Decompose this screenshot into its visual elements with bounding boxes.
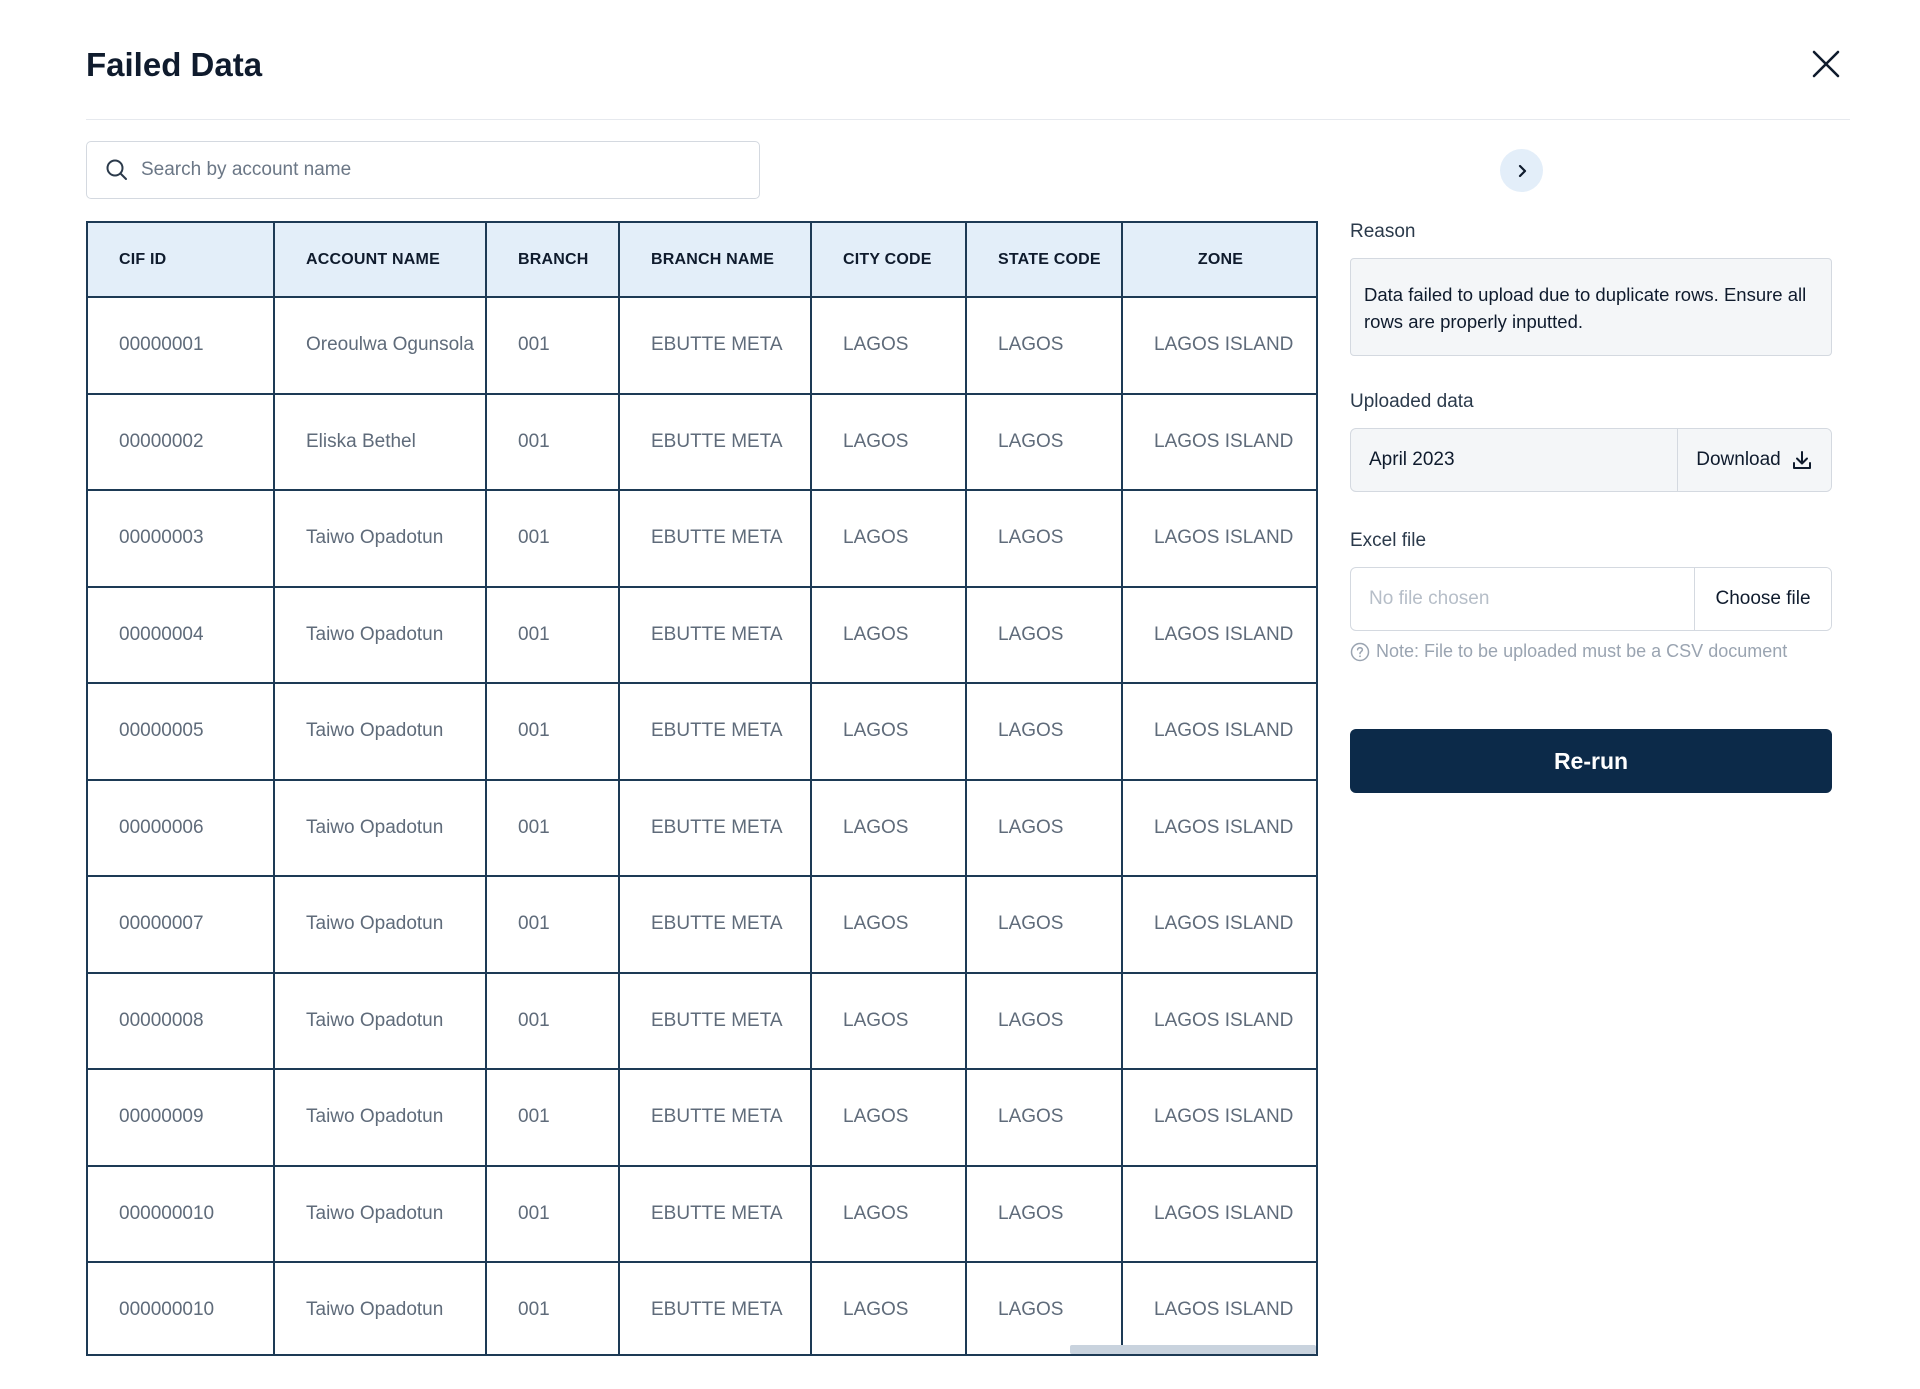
branch-name-cell: EBUTTE META xyxy=(619,587,811,684)
table-row[interactable] xyxy=(88,1262,1318,1356)
city-code-cell: LAGOS xyxy=(811,876,966,973)
file-placeholder: No file chosen xyxy=(1369,588,1490,609)
cif-id-cell: 00000007 xyxy=(88,876,274,973)
search-box[interactable] xyxy=(86,141,760,199)
state-code-cell: LAGOS xyxy=(966,1069,1122,1166)
table-row[interactable] xyxy=(88,490,1318,587)
branch-cell: 001 xyxy=(486,490,619,587)
state-code-cell: LAGOS xyxy=(966,587,1122,684)
table-row[interactable] xyxy=(88,683,1318,780)
column-header-branch[interactable]: BRANCH xyxy=(486,223,619,297)
horizontal-scrollbar[interactable] xyxy=(1070,1345,1316,1354)
branch-cell: 001 xyxy=(486,973,619,1070)
zone-cell: LAGOS ISLAND xyxy=(1122,876,1318,973)
file-note-text: Note: File to be uploaded must be a CSV document xyxy=(1376,641,1788,661)
state-code-cell: LAGOS xyxy=(966,297,1122,394)
state-code-cell: LAGOS xyxy=(966,780,1122,877)
state-code-cell: LAGOS xyxy=(966,394,1122,491)
search-input[interactable] xyxy=(141,159,701,181)
zone-cell: LAGOS ISLAND xyxy=(1122,587,1318,684)
zone-cell: LAGOS ISLAND xyxy=(1122,780,1318,877)
side-panel xyxy=(1350,221,1832,793)
zone-cell: LAGOS ISLAND xyxy=(1122,683,1318,780)
account-name-cell: Taiwo Opadotun xyxy=(274,876,486,973)
cif-id-cell: 00000008 xyxy=(88,973,274,1070)
branch-cell: 001 xyxy=(486,394,619,491)
account-name-cell: Taiwo Opadotun xyxy=(274,683,486,780)
zone-cell: LAGOS ISLAND xyxy=(1122,1069,1318,1166)
table-row[interactable] xyxy=(88,587,1318,684)
city-code-cell: LAGOS xyxy=(811,780,966,877)
choose-file-button[interactable]: Choose file xyxy=(1694,568,1831,630)
account-name-cell: Taiwo Opadotun xyxy=(274,973,486,1070)
branch-cell: 001 xyxy=(486,1262,619,1356)
state-code-cell: LAGOS xyxy=(966,876,1122,973)
file-note xyxy=(1350,641,1832,662)
table-header-row xyxy=(88,223,1318,297)
table-row[interactable] xyxy=(88,780,1318,877)
account-name-cell: Taiwo Opadotun xyxy=(274,1262,486,1356)
download-button[interactable] xyxy=(1677,429,1831,491)
account-name-cell: Taiwo Opadotun xyxy=(274,1166,486,1263)
city-code-cell: LAGOS xyxy=(811,1166,966,1263)
branch-name-cell: EBUTTE META xyxy=(619,1166,811,1263)
branch-cell: 001 xyxy=(486,1166,619,1263)
branch-name-cell: EBUTTE META xyxy=(619,490,811,587)
cif-id-cell: 00000004 xyxy=(88,587,274,684)
account-name-cell: Oreoulwa Ogunsola xyxy=(274,297,486,394)
cif-id-cell: 00000005 xyxy=(88,683,274,780)
account-name-cell: Taiwo Opadotun xyxy=(274,1069,486,1166)
uploaded-data-value: April 2023 xyxy=(1369,449,1455,470)
state-code-cell: LAGOS xyxy=(966,1166,1122,1263)
cif-id-cell: 00000006 xyxy=(88,780,274,877)
state-code-cell: LAGOS xyxy=(966,1262,1122,1356)
modal-title: Failed Data xyxy=(86,46,263,83)
branch-name-cell: EBUTTE META xyxy=(619,394,811,491)
uploaded-data-field xyxy=(1350,428,1832,492)
reason-label: Reason xyxy=(1350,221,1416,242)
column-header-cif-id[interactable]: CIF ID xyxy=(88,223,274,297)
chevron-right-icon xyxy=(1514,163,1530,179)
account-name-cell: Eliska Bethel xyxy=(274,394,486,491)
city-code-cell: LAGOS xyxy=(811,490,966,587)
close-icon xyxy=(1811,49,1841,79)
table-row[interactable] xyxy=(88,394,1318,491)
column-header-branch-name[interactable]: BRANCH NAME xyxy=(619,223,811,297)
zone-cell: LAGOS ISLAND xyxy=(1122,1262,1318,1356)
state-code-cell: LAGOS xyxy=(966,683,1122,780)
branch-name-cell: EBUTTE META xyxy=(619,683,811,780)
column-header-city-code[interactable]: CITY CODE xyxy=(811,223,966,297)
branch-cell: 001 xyxy=(486,876,619,973)
uploaded-data-label: Uploaded data xyxy=(1350,391,1474,412)
city-code-cell: LAGOS xyxy=(811,973,966,1070)
modal-header xyxy=(86,40,1850,120)
city-code-cell: LAGOS xyxy=(811,394,966,491)
state-code-cell: LAGOS xyxy=(966,490,1122,587)
city-code-cell: LAGOS xyxy=(811,587,966,684)
city-code-cell: LAGOS xyxy=(811,1262,966,1356)
download-button-label: Download xyxy=(1696,449,1781,470)
branch-cell: 001 xyxy=(486,780,619,877)
zone-cell: LAGOS ISLAND xyxy=(1122,297,1318,394)
column-header-state-code[interactable]: STATE CODE xyxy=(966,223,1122,297)
cif-id-cell: 00000001 xyxy=(88,297,274,394)
next-button[interactable] xyxy=(1500,149,1543,192)
branch-cell: 001 xyxy=(486,1069,619,1166)
branch-cell: 001 xyxy=(486,587,619,684)
cif-id-cell: 00000003 xyxy=(88,490,274,587)
state-code-cell: LAGOS xyxy=(966,973,1122,1070)
branch-name-cell: EBUTTE META xyxy=(619,876,811,973)
city-code-cell: LAGOS xyxy=(811,683,966,780)
zone-cell: LAGOS ISLAND xyxy=(1122,973,1318,1070)
table-row[interactable] xyxy=(88,973,1318,1070)
excel-file-label: Excel file xyxy=(1350,530,1427,551)
failed-data-table xyxy=(86,221,1318,1356)
branch-name-cell: EBUTTE META xyxy=(619,973,811,1070)
cif-id-cell: 00000009 xyxy=(88,1069,274,1166)
city-code-cell: LAGOS xyxy=(811,1069,966,1166)
branch-cell: 001 xyxy=(486,683,619,780)
column-header-account-name[interactable]: ACCOUNT NAME xyxy=(274,223,486,297)
cif-id-cell: 000000010 xyxy=(88,1262,274,1356)
rerun-button[interactable]: Re-run xyxy=(1350,729,1832,793)
branch-name-cell: EBUTTE META xyxy=(619,297,811,394)
column-header-zone[interactable]: ZONE xyxy=(1122,223,1318,297)
reason-text: Data failed to upload due to duplicate rows. Ensure all rows are properly inputted. xyxy=(1350,258,1832,356)
table-body xyxy=(88,297,1318,1356)
download-icon xyxy=(1791,449,1813,471)
zone-cell: LAGOS ISLAND xyxy=(1122,1166,1318,1263)
cif-id-cell: 000000010 xyxy=(88,1166,274,1263)
table-row[interactable] xyxy=(88,1166,1318,1263)
table-row[interactable] xyxy=(88,876,1318,973)
file-input[interactable] xyxy=(1350,567,1832,631)
zone-cell: LAGOS ISLAND xyxy=(1122,490,1318,587)
branch-name-cell: EBUTTE META xyxy=(619,1262,811,1356)
account-name-cell: Taiwo Opadotun xyxy=(274,490,486,587)
city-code-cell: LAGOS xyxy=(811,297,966,394)
branch-name-cell: EBUTTE META xyxy=(619,1069,811,1166)
close-button[interactable] xyxy=(1802,40,1850,88)
table-row[interactable] xyxy=(88,297,1318,394)
account-name-cell: Taiwo Opadotun xyxy=(274,780,486,877)
branch-cell: 001 xyxy=(486,297,619,394)
search-icon xyxy=(105,158,129,182)
help-circle-icon xyxy=(1350,642,1370,662)
zone-cell: LAGOS ISLAND xyxy=(1122,394,1318,491)
account-name-cell: Taiwo Opadotun xyxy=(274,587,486,684)
table-row[interactable] xyxy=(88,1069,1318,1166)
branch-name-cell: EBUTTE META xyxy=(619,780,811,877)
cif-id-cell: 00000002 xyxy=(88,394,274,491)
